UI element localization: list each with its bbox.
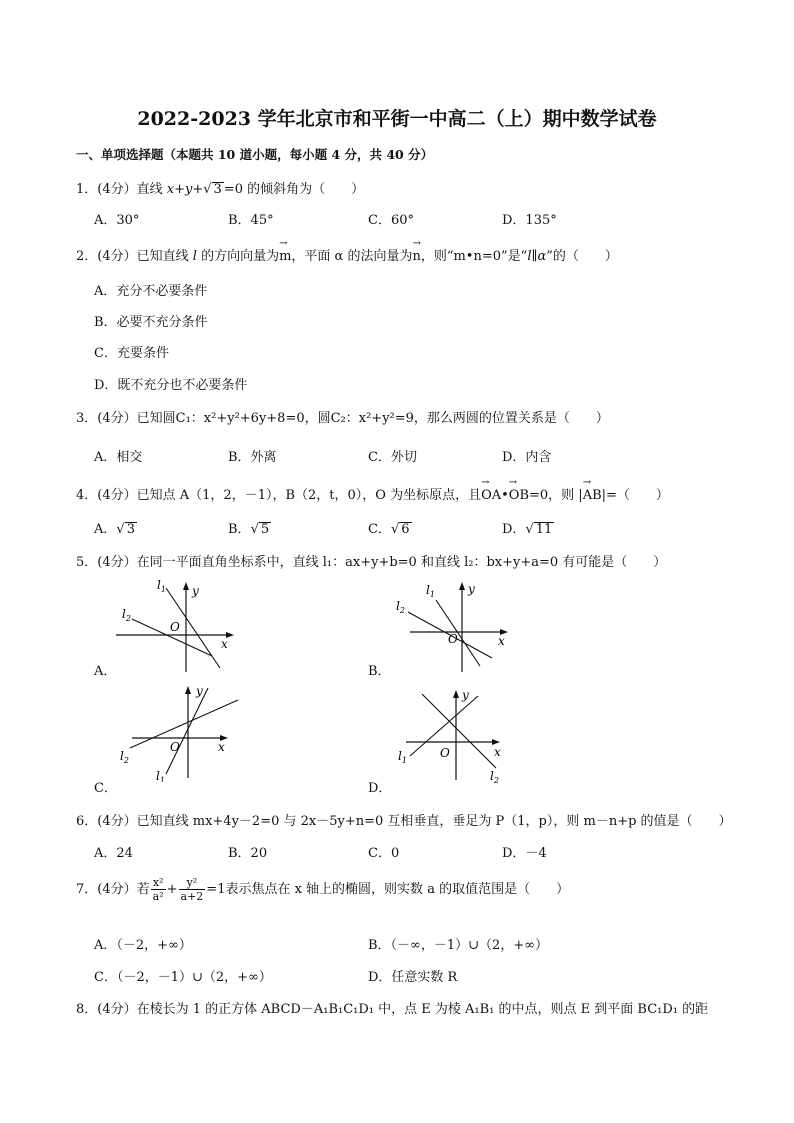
- section-heading: 一、单项选择题（本题共 10 道小题，每小题 4 分，共 40 分）: [76, 147, 434, 162]
- option-b: B．45°: [228, 213, 274, 228]
- question-number: 6．(4分）: [76, 814, 137, 829]
- option-c: C．√ 6: [368, 522, 410, 537]
- fraction: $\frac{\text{x²}}{\text{a²}}$: [152, 876, 164, 903]
- graph-b: [392, 576, 522, 676]
- option-d: D．既不充分也不必要条件: [94, 378, 248, 393]
- option-d: D．任意实数 R: [368, 970, 458, 985]
- question-2: 2．(4分）已知直线 l 的方向向量为→ m，平面 α 的法向量为→ n，则“m•n=0”是“l∥α”的（ ）: [76, 245, 618, 264]
- svg-text:x: x: [498, 634, 505, 648]
- question-number: 8．(4分）: [76, 1002, 137, 1017]
- svg-text:l2: $l_2$: [120, 749, 129, 765]
- option-a: A．充分不必要条件: [94, 284, 208, 299]
- page-title: 2022-2023 学年北京市和平街一中高二（上）期中数学试卷: [137, 108, 657, 130]
- svg-text:x: x: [218, 740, 225, 754]
- question-number: 4．(4分）: [76, 488, 137, 503]
- question-5: 5．(4分）在同一平面直角坐标系中，直线 l₁：ax+y+b=0 和直线 l₂：bx+y+a=0 有可能是（ ）: [76, 555, 667, 570]
- option-b: B．必要不充分条件: [94, 315, 208, 330]
- svg-text:y: y: [192, 584, 199, 598]
- graph-d: [392, 686, 522, 786]
- question-6: 6．(4分）已知直线 mx+4y－2=0 与 2x－5y+n=0 互相垂直，垂足为 P（1，p），则 m－n+p 的值是（ ）: [76, 814, 732, 829]
- question-1: 1．(4分）直线 x+y+√ 3 =0 的倾斜角为（ ）: [76, 182, 365, 197]
- question-number: 3．(4分）: [76, 411, 137, 426]
- option-a: A．: [94, 664, 117, 679]
- option-a: A．24: [94, 846, 133, 861]
- svg-text:l1: $l_1$: [426, 583, 435, 599]
- option-c: C．: [94, 781, 117, 796]
- svg-text:l1: $l_1$: [157, 578, 166, 594]
- option-d: D．√ 11: [502, 522, 553, 537]
- svg-text:O: O: [170, 620, 180, 634]
- option-c: C．充要条件: [94, 346, 169, 361]
- question-3: 3．(4分）已知圆C₁：x²+y²+6y+8=0，圆C₂：x²+y²=9，那么两圆的位置关系是（ ）: [76, 411, 609, 426]
- svg-text:y: y: [468, 582, 475, 596]
- question-number: 7．(4分）: [76, 882, 137, 897]
- svg-text:l1: $l_1$: [398, 749, 407, 765]
- svg-text:y: y: [196, 684, 203, 698]
- graph-a: [110, 576, 245, 676]
- svg-text:l2: $l_2$: [122, 607, 131, 623]
- svg-text:l2: $l_2$: [396, 599, 405, 615]
- option-d: D．135°: [502, 213, 557, 228]
- question-number: 2．(4分）: [76, 249, 137, 264]
- option-b: B．√ 5: [228, 522, 270, 537]
- option-d: D．: [368, 781, 392, 796]
- option-a: A．30°: [94, 213, 140, 228]
- question-8: 8．(4分）在棱长为 1 的正方体 ABCD－A₁B₁C₁D₁ 中，点 E 为棱 A₁B₁ 的中点，则点 E 到平面 BC₁D₁ 的距: [76, 1002, 709, 1017]
- svg-text:y: y: [462, 688, 469, 702]
- option-c: C．外切: [368, 450, 417, 465]
- option-b: B．（－∞，－1）∪（2，+∞）: [368, 938, 549, 953]
- option-b: B．: [368, 664, 391, 679]
- svg-text:O: O: [440, 746, 450, 760]
- graph-c: [112, 682, 247, 782]
- svg-text:O: O: [170, 740, 180, 754]
- option-a: A．相交: [94, 450, 143, 465]
- option-a: A．√ 3: [94, 522, 135, 537]
- svg-text:x: x: [494, 745, 501, 759]
- svg-text:l2: $l_2$: [490, 769, 499, 785]
- svg-text:x: x: [221, 637, 228, 651]
- question-4: 4．(4分）已知点 A（1，2，－1），B（2，t，0），O 为坐标原点，且→ OA•→ OB=0，则 |→ AB|=（ ）: [76, 484, 669, 503]
- option-d: D．－4: [502, 846, 547, 861]
- option-c: C．60°: [368, 213, 414, 228]
- svg-text:O: O: [448, 632, 458, 646]
- option-b: B．外离: [228, 450, 277, 465]
- option-c: C．（－2，－1）∪（2，+∞）: [94, 970, 272, 985]
- fraction: $\frac{\text{y²}}{a+2}$: [180, 876, 204, 903]
- question-number: 1．(4分）: [76, 182, 137, 197]
- option-d: D．内含: [502, 450, 552, 465]
- option-a: A．（－2，+∞）: [94, 938, 192, 953]
- question-7: 7．(4分）若 $\frac{\text{x²}}{\text{a²}}$ + $\frac{\text{y²}}{a+2}$ =1表示焦点在 x 轴上的椭圆，则实数 a 的取值范围是（ ）: [76, 876, 570, 903]
- svg-text:l1: $l_1$: [156, 769, 165, 782]
- option-c: C．0: [368, 846, 400, 861]
- question-number: 5．(4分）: [76, 555, 137, 570]
- option-b: B．20: [228, 846, 268, 861]
